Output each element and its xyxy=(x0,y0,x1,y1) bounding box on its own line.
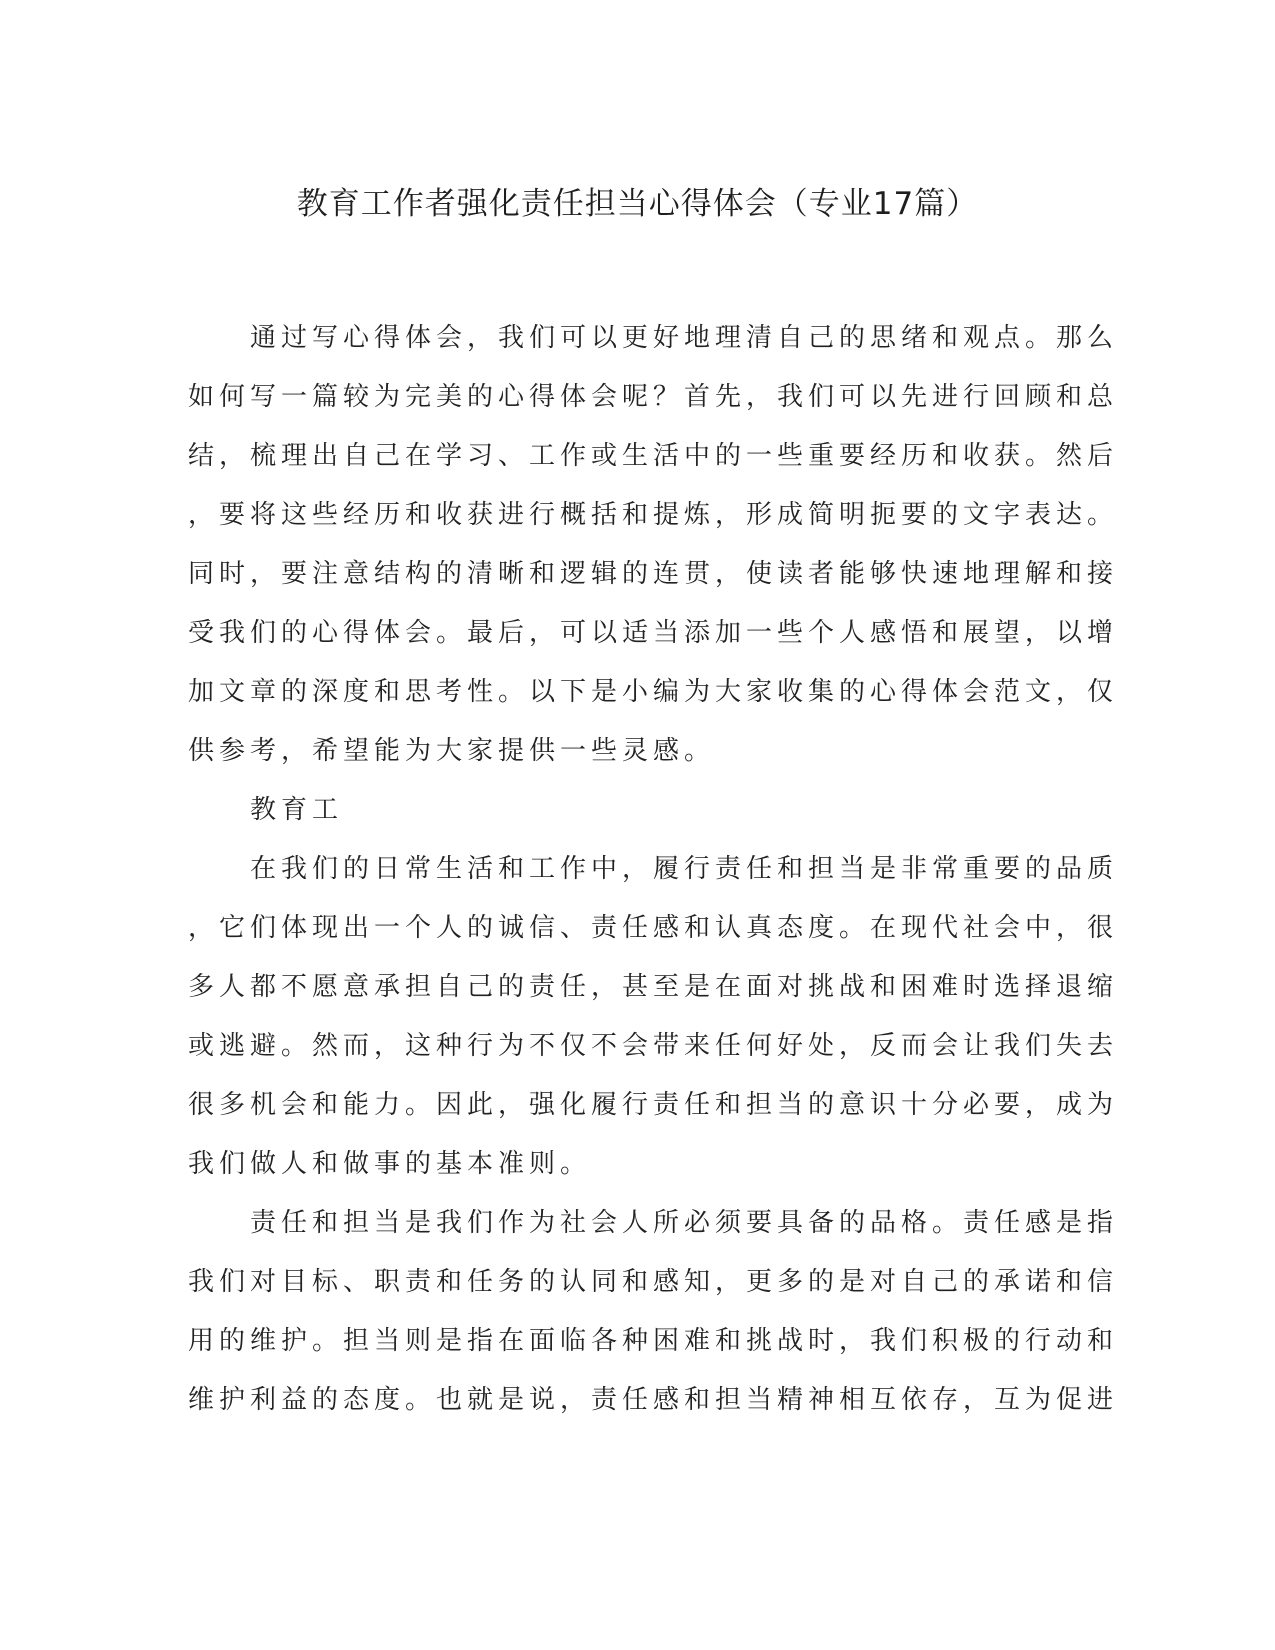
paragraph-3-line-1: 在我们的日常生活和工作中，履行责任和担当是非常重要的品质 xyxy=(188,854,1119,884)
paragraph-1-line-5: 同时，要注意结构的清晰和逻辑的连贯，使读者能够快速地理解和接 xyxy=(188,559,1119,589)
paragraph-3-line-3: 多人都不愿意承担自己的责任，甚至是在面对挑战和困难时选择退缩 xyxy=(188,972,1119,1002)
paragraph-1-line-8: 供参考，希望能为大家提供一些灵感。 xyxy=(188,736,716,766)
paragraph-1-line-6: 受我们的心得体会。最后，可以适当添加一些个人感悟和展望，以增 xyxy=(188,618,1119,648)
paragraph-3-line-4: 或逃避。然而，这种行为不仅不会带来任何好处，反而会让我们失去 xyxy=(188,1031,1119,1061)
paragraph-1-line-4: ，要将这些经历和收获进行概括和提炼，形成简明扼要的文字表达。 xyxy=(188,500,1119,530)
document-title: 教育工作者强化责任担当心得体会（专业17篇） xyxy=(296,186,979,222)
paragraph-4-line-3: 用的维护。担当则是指在面临各种困难和挑战时，我们积极的行动和 xyxy=(188,1326,1119,1356)
paragraph-1-line-3: 结，梳理出自己在学习、工作或生活中的一些重要经历和收获。然后 xyxy=(188,441,1119,471)
paragraph-1-line-1: 通过写心得体会，我们可以更好地理清自己的思绪和观点。那么 xyxy=(188,323,1119,353)
paragraph-4-line-1: 责任和担当是我们作为社会人所必须要具备的品格。责任感是指 xyxy=(188,1208,1119,1238)
paragraph-3-line-6: 我们做人和做事的基本准则。 xyxy=(188,1149,592,1179)
paragraph-1-line-7: 加文章的深度和思考性。以下是小编为大家收集的心得体会范文，仅 xyxy=(188,677,1119,707)
paragraph-4-line-2: 我们对目标、职责和任务的认同和感知，更多的是对自己的承诺和信 xyxy=(188,1267,1119,1297)
paragraph-2-line-1: 教育工 xyxy=(188,795,344,825)
paragraph-3-line-5: 很多机会和能力。因此，强化履行责任和担当的意识十分必要，成为 xyxy=(188,1090,1119,1120)
paragraph-4-line-4: 维护利益的态度。也就是说，责任感和担当精神相互依存，互为促进 xyxy=(188,1385,1119,1415)
paragraph-1-line-2: 如何写一篇较为完美的心得体会呢？首先，我们可以先进行回顾和总 xyxy=(188,382,1119,412)
paragraph-3-line-2: ，它们体现出一个人的诚信、责任感和认真态度。在现代社会中，很 xyxy=(188,913,1119,943)
